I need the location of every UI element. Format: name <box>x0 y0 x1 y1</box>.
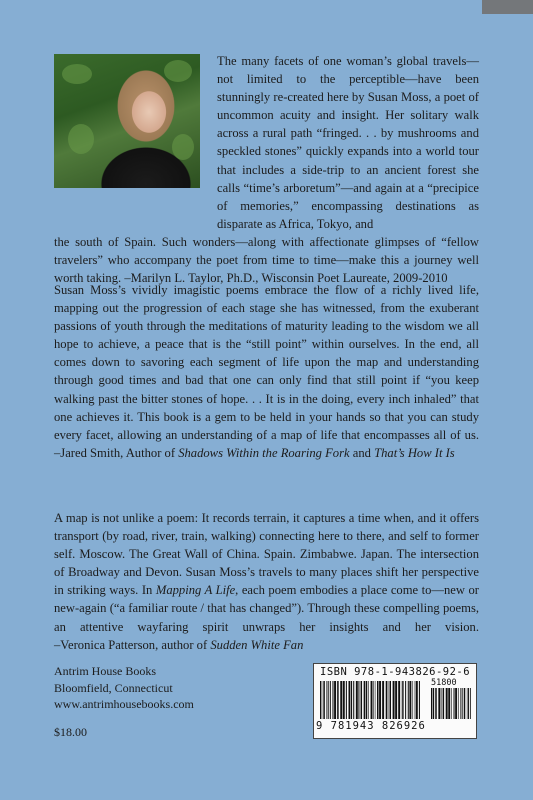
barcode-bar <box>468 688 469 719</box>
barcode-bar <box>438 688 440 719</box>
barcode-bar <box>343 681 345 719</box>
barcode-bar <box>379 681 381 719</box>
barcode-bar <box>408 681 409 719</box>
barcode-bar <box>448 688 450 719</box>
book-title-mapping-a-life: Mapping A Life <box>155 583 236 598</box>
barcode-bar <box>416 681 418 719</box>
barcode-bar <box>464 688 466 719</box>
barcode-bar <box>435 688 437 719</box>
barcode-bar <box>322 681 323 719</box>
top-edge-strip <box>482 0 533 14</box>
barcode-bar <box>443 688 445 719</box>
barcode-bar <box>351 681 353 719</box>
blurb-patterson <box>54 509 479 654</box>
barcode-bar <box>409 681 411 719</box>
barcode-bar <box>415 681 416 719</box>
barcode-bar <box>330 681 331 719</box>
barcode-bar <box>419 681 420 719</box>
ean-barcode-bars <box>320 681 420 719</box>
barcode-bar <box>460 688 461 719</box>
ean-digits: 9 781943 826926 <box>316 720 426 732</box>
book-title-thats-how: That’s How It Is <box>374 445 455 460</box>
barcode-bar <box>349 681 351 719</box>
isbn-label: ISBN 978-1-943826-92-6 <box>320 666 471 678</box>
barcode-bar <box>402 681 403 719</box>
barcode-bar <box>320 681 321 719</box>
barcode-bar <box>373 681 374 719</box>
blurb-taylor <box>54 52 479 287</box>
barcode-bar <box>405 681 406 719</box>
author-photo <box>54 54 200 188</box>
blurb-taylor-tail: the south of Spain. Such wonders—along with affectionate glimpses of “fellow travelers” who accompany the poet from time to time—make this a journey well worth taking. –Marilyn L. Taylor, Ph.D., Wisconsin Poet Laureate, 2009-2010 <box>54 234 479 286</box>
barcode-bar <box>451 688 452 719</box>
barcode-bar <box>462 688 463 719</box>
barcode-bar <box>366 681 368 719</box>
barcode-bar <box>353 681 354 719</box>
barcode-bar <box>371 681 373 719</box>
blurb-smith-attribution: –Jared Smith, Author of Shadows Within the Roaring Fork and That’s How It Is <box>54 445 455 460</box>
barcode-bar <box>340 681 342 719</box>
barcode-bar <box>328 681 329 719</box>
barcode-bar <box>395 681 397 719</box>
barcode-bar <box>393 681 395 719</box>
blurb-smith <box>54 281 479 462</box>
publisher-name: Antrim House Books <box>54 664 156 678</box>
blurb-taylor-attribution: –Marilyn L. Taylor, Ph.D., Wisconsin Poet Laureate, 2009-2010 <box>124 271 448 286</box>
price: $18.00 <box>54 725 87 739</box>
book-title-sudden-white-fan: Sudden White Fan <box>210 637 304 652</box>
barcode-bar <box>326 681 327 719</box>
barcode-bar <box>356 681 358 719</box>
barcode-bar <box>446 688 448 719</box>
barcode-bar <box>398 681 400 719</box>
publisher-location: Bloomfield, Connecticut <box>54 680 173 695</box>
barcode-bar <box>431 688 432 719</box>
barcode-bar <box>390 681 392 719</box>
barcode-bar <box>386 681 388 719</box>
barcode-bar <box>375 681 376 719</box>
barcode-bar <box>323 681 325 719</box>
barcode-bar <box>368 681 369 719</box>
blurb-patterson-attribution: –Veronica Patterson, author of Sudden White Fan <box>54 637 304 652</box>
addon-barcode-bars <box>431 688 471 719</box>
barcode-bar <box>412 681 413 719</box>
barcode-bar <box>361 681 363 719</box>
barcode-bar <box>467 688 468 719</box>
book-title-shadows: Shadows Within the Roaring Fork <box>178 445 350 460</box>
barcode-bar <box>337 681 339 719</box>
barcode-bar <box>334 681 336 719</box>
blurb-taylor-body: The many facets of one woman’s global travels—not limited to the perceptible—have been stunningly re-created here by Susan Moss, a poet of uncommon acuity and insight. Her solitary walk across a rural path “fringed. . . by mushrooms and speckled stones” quickly expands into a world tour that includes a side-trip to an ancient forest she calls “time’s arboretum”—and again at a “precipice of memories,” encompassing destinations as disparate as Africa, Tokyo, and <box>217 54 479 231</box>
barcode-bar <box>458 688 459 719</box>
barcode-bar <box>377 681 379 719</box>
blurb-patterson-body-end: , each poem embodies a place come to—new or new-again (“a familiar route / that has changed”). Through these compelling poems, an attentive wayfaring spirit unwraps her insights and her vision. <box>54 583 479 634</box>
addon-digits: 51800 <box>431 678 457 688</box>
barcode-bar <box>346 681 347 719</box>
barcode-bar <box>455 688 457 719</box>
barcode-bar <box>382 681 384 719</box>
barcode-bar <box>388 681 389 719</box>
publisher-website: www.antrimhousebooks.com <box>54 697 194 712</box>
barcode-bar <box>454 688 455 719</box>
blurb-patterson-body-start: A map is not unlike a poem: It records terrain, it captures a time when, and it offers transport (by road, river, train, walking) connecting here to there, and self to former self. Moscow. The Great Wall of China. Spain. Zimbabwe. Japan. The intersection of Broadway and Devon. Susan Moss’s travels to many places shift her perspective in striking ways. In <box>54 511 479 598</box>
barcode-bar <box>433 688 435 719</box>
barcode-bar <box>364 681 366 719</box>
barcode-bar <box>470 688 471 719</box>
barcode-bar <box>332 681 333 719</box>
publisher-info <box>54 663 194 713</box>
barcode-bar <box>441 688 442 719</box>
isbn-barcode <box>313 663 477 739</box>
barcode-bar <box>403 681 404 719</box>
blurb-smith-body: Susan Moss’s vividly imagistic poems embrace the flow of a richly lived life, mapping out the progression of each stage she has witnessed, from the exuberant passions of youth through the meditations of maturity leading to the wisdom we all hope to achieve, a peace that is the “still point” within ourselves. In the end, all comes down to savoring each segment of life upon the map and understanding through good times and bad that one can only find that still point if “you keep walking past the bitter stones of hope. . . It is in the doing, every inch inhaled” that one achieves it. This book is a gem to be held in your hands so that you can study every facet, allowing an understanding of a map of life that encompasses all of us. <box>54 283 479 442</box>
barcode-bar <box>358 681 359 719</box>
